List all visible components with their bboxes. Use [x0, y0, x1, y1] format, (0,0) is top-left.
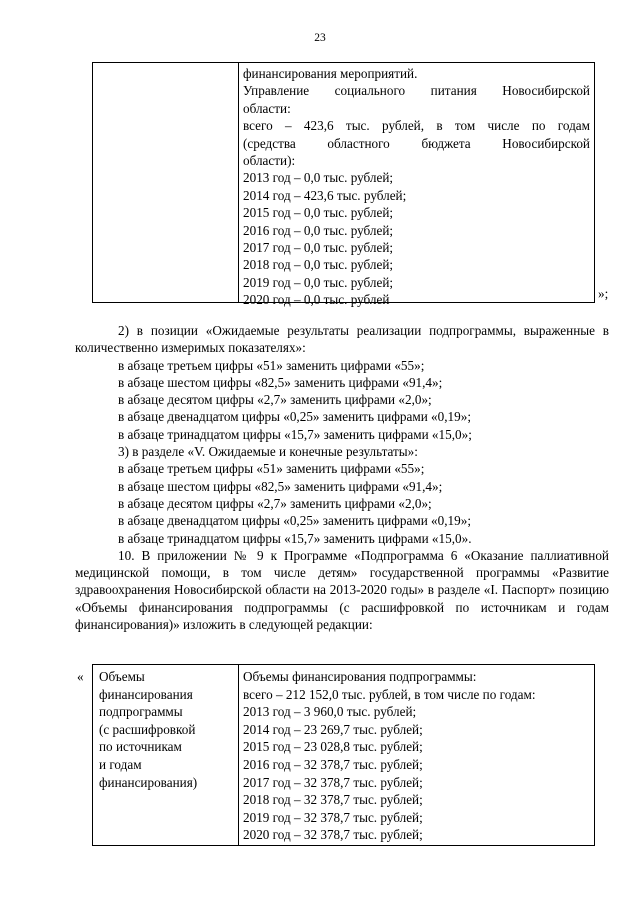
closing-quote: »;	[598, 286, 609, 301]
list-item: в абзаце двенадцатом цифры «0,25» заменить цифрами «0,19»;	[118, 409, 471, 425]
year-line: 2015 год – 0,0 тыс. рублей;	[243, 205, 394, 221]
year-line: 2019 год – 32 378,7 тыс. рублей;	[243, 809, 423, 825]
text-line: всего – 212 152,0 тыс. рублей, в том числе по годам:	[243, 686, 536, 702]
year-line: 2013 год – 3 960,0 тыс. рублей;	[243, 704, 417, 720]
year-line: 2014 год – 23 269,7 тыс. рублей;	[243, 721, 423, 737]
text-line: финансирования мероприятий.	[243, 66, 418, 81]
year-line: 2016 год – 0,0 тыс. рублей;	[243, 222, 394, 238]
document-body	[75, 322, 609, 633]
list-item: в абзаце третьем цифры «51» заменить цифрами «55»;	[118, 461, 425, 477]
opening-quote: «	[77, 669, 84, 684]
text-line: финансирования	[99, 686, 193, 702]
year-line: 2017 год – 0,0 тыс. рублей;	[243, 240, 394, 256]
paragraph-10: 10. В приложении № 9 к Программе «Подпрограмма 6 «Оказание паллиативной медицинской помощи, в том числе детям» государственной программы «Развитие здравоохранения Новосибирской области на 2013-2020 годы» в разделе «I. Паспорт» позицию «Объемы финансирования подпрограммы (с расшифровкой по источникам и годам финансирования)» изложить в следующей редакции:	[75, 547, 609, 633]
column-divider	[238, 665, 239, 845]
text-line: подпрограммы	[99, 704, 183, 720]
text-line: (с расшифровкой	[99, 721, 196, 737]
text-line: (средства областного бюджета Новосибирской	[243, 135, 590, 151]
list-item: в абзаце тринадцатом цифры «15,7» заменить цифрами «15,0»;	[118, 426, 472, 442]
year-line: 2015 год – 23 028,8 тыс. рублей;	[243, 739, 423, 755]
year-line: 2018 год – 0,0 тыс. рублей;	[243, 257, 394, 273]
list-item: в абзаце шестом цифры «82,5» заменить цифрами «91,4»;	[118, 374, 443, 390]
table-continuation	[92, 62, 595, 308]
text-line: по источникам	[99, 739, 182, 755]
text-line: области:	[243, 100, 291, 116]
list-item: в абзаце шестом цифры «82,5» заменить цифрами «91,4»;	[118, 478, 443, 494]
text-line: всего – 423,6 тыс. рублей, в том числе по годам	[243, 118, 590, 134]
year-line: 2019 год – 0,0 тыс. рублей;	[243, 274, 394, 290]
text-line: и годам	[99, 756, 142, 772]
list-item: в абзаце десятом цифры «2,7» заменить цифрами «2,0»;	[118, 392, 432, 408]
list-item: в абзаце тринадцатом цифры «15,7» заменить цифрами «15,0».	[118, 530, 472, 546]
column-divider	[238, 63, 239, 302]
year-line: 2016 год – 32 378,7 тыс. рублей;	[243, 756, 423, 772]
list-item: в абзаце двенадцатом цифры «0,25» заменить цифрами «0,19»;	[118, 513, 471, 529]
year-line: 2014 год – 423,6 тыс. рублей;	[243, 187, 407, 203]
financing-details-cell	[243, 65, 590, 309]
year-line: 2020 год – 32 378,7 тыс. рублей;	[243, 827, 423, 843]
passport-table	[92, 664, 595, 846]
text-line: области):	[243, 153, 296, 169]
page-number: 23	[314, 32, 326, 44]
year-line: 2013 год – 0,0 тыс. рублей;	[243, 170, 394, 186]
text-line: Объемы	[99, 669, 145, 684]
position-name-cell	[99, 668, 235, 791]
item-3-heading: 3) в разделе «V. Ожидаемые и конечные результаты»:	[118, 444, 418, 460]
financing-volume-cell	[243, 668, 591, 844]
text-line: Управление социального питания Новосибирской	[243, 83, 590, 99]
item-2-heading: 2) в позиции «Ожидаемые результаты реализации подпрограммы, выраженные в количественно измеримых показателях»:	[75, 323, 609, 356]
year-line: 2018 год – 32 378,7 тыс. рублей;	[243, 792, 423, 808]
year-line: 2020 год – 0,0 тыс. рублей	[243, 292, 390, 308]
year-line: 2017 год – 32 378,7 тыс. рублей;	[243, 774, 423, 790]
list-item: в абзаце третьем цифры «51» заменить цифрами «55»;	[118, 357, 425, 373]
text-line: Объемы финансирования подпрограммы:	[243, 669, 477, 684]
text-line: финансирования)	[99, 774, 198, 790]
list-item: в абзаце десятом цифры «2,7» заменить цифрами «2,0»;	[118, 495, 432, 511]
